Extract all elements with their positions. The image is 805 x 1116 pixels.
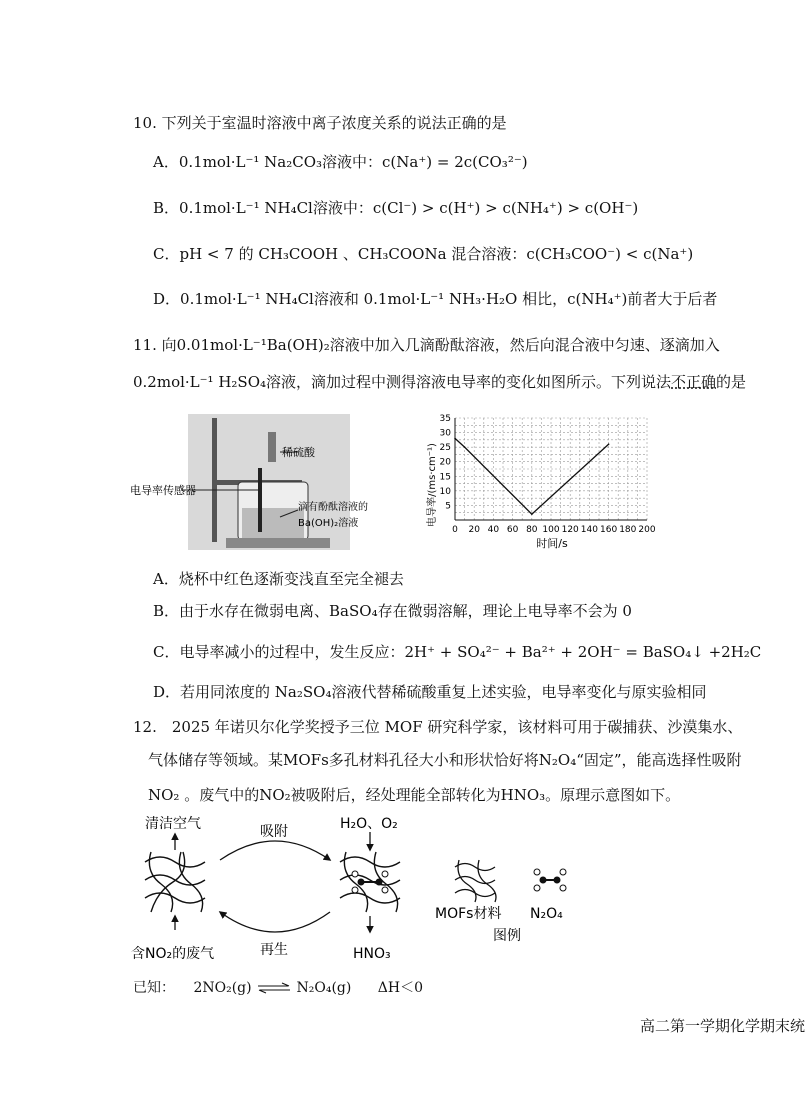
q11-emphasis: 不正确 <box>671 373 717 391</box>
x-tick-label: 120 <box>561 525 579 535</box>
label-clean-air: 清洁空气 <box>145 816 201 832</box>
q10-option-c: C．pH < 7 的 CH₃COOH 、CH₃COONa 混合溶液：c(CH₃COO⁻) < c(Na⁺) <box>153 245 694 263</box>
chart-ticks <box>440 414 656 535</box>
label-adsorb: 吸附 <box>260 824 288 840</box>
label-regen: 再生 <box>260 942 288 958</box>
chart-y-axis-label: 电导率/(ms·cm⁻¹) <box>427 443 438 527</box>
x-tick-label: 180 <box>619 525 637 535</box>
y-tick-label: 10 <box>439 486 451 497</box>
conductivity-data-point <box>608 443 610 445</box>
label-waste-gas: 含NO₂的废气 <box>131 946 215 962</box>
q11-option-b: B．由于水存在微弱电离、BaSO₄存在微弱溶解，理论上电导率不会为 0 <box>153 602 632 620</box>
known-eq-right: N₂O₄(g) <box>296 980 352 996</box>
legend-mof-label: MOFs材料 <box>435 906 502 922</box>
legend-mof-icon <box>455 860 496 902</box>
q12-line3: NO₂ 。废气中的NO₂被吸附后，经处理能全部转化为HNO₃。原理示意图如下。 <box>148 786 681 804</box>
q12-line2: 气体储存等领域。某MOFs多孔材料孔径大小和形状恰好将N₂O₄“固定”，能高选择性吸附 <box>148 751 742 769</box>
y-tick-label: 20 <box>439 457 451 468</box>
known-delta-h: ΔH＜0 <box>377 980 424 996</box>
q11-stem-line2 <box>133 372 746 392</box>
q10-option-a: A．0.1mol·L⁻¹ Na₂CO₃溶液中：c(Na⁺) = 2c(CO₃²⁻) <box>153 153 528 171</box>
equilibrium-arrow-icon <box>256 982 292 994</box>
known-eq-left: 2NO₂(g) <box>193 980 252 996</box>
x-tick-label: 60 <box>506 525 519 535</box>
x-tick-label: 140 <box>580 525 598 535</box>
q10-option-d: D．0.1mol·L⁻¹ NH₄Cl溶液和 0.1mol·L⁻¹ NH₃·H₂O 相比，c(NH₄⁺)前者大于后者 <box>153 290 718 308</box>
x-tick-label: 200 <box>638 525 656 535</box>
label-hno3: HNO₃ <box>353 946 391 962</box>
burette <box>268 432 276 462</box>
chart-x-axis-label: 时间/s <box>536 537 568 550</box>
conductivity-chart <box>425 410 655 550</box>
q12-line1: 12. 2025 年诺贝尔化学奖授予三位 MOF 研究科学家，该材料可用于碳捕获、沙漠集水、 <box>133 718 743 736</box>
q11-option-c: C．电导率减小的过程中，发生反应：2H⁺ + SO₄²⁻ + Ba²⁺ + 2OH⁻ = BaSO₄↓ +2H₂C <box>153 643 762 661</box>
y-tick-label: 15 <box>439 472 451 483</box>
conductivity-data-point <box>454 438 456 440</box>
q11-stem-part1: 0.2mol·L⁻¹ H₂SO₄溶液，滴加过程中测得溶液电导率的变化如图所示。下列说法 <box>133 373 672 391</box>
x-tick-label: 40 <box>487 525 500 535</box>
q10-stem: 10. 下列关于室温时溶液中离子浓度关系的说法正确的是 <box>133 114 507 132</box>
x-tick-label: 0 <box>452 525 458 535</box>
chart-grid <box>455 418 647 520</box>
page-footer: 高二第一学期化学期末统 <box>640 1017 805 1035</box>
mof-left-icon <box>145 852 205 912</box>
q11-option-d: D．若用同浓度的 Na₂SO₄溶液代替稀硫酸重复上述实验，电导率变化与原实验相同 <box>153 683 707 701</box>
x-tick-label: 160 <box>600 525 618 535</box>
known-equation <box>133 978 423 998</box>
y-tick-label: 25 <box>439 443 451 454</box>
stirrer-base <box>226 538 330 548</box>
legend-n2o4-icon <box>534 869 566 891</box>
legend-title: 图例 <box>493 928 521 944</box>
sensor-probe <box>258 468 262 532</box>
q11-option-a: A．烧杯中红色逐渐变浅直至完全褪去 <box>153 570 404 588</box>
label-solution-2: Ba(OH)₂溶液 <box>298 518 359 529</box>
label-sensor: 电导率传感器 <box>130 484 196 497</box>
mof-process-diagram <box>125 812 595 972</box>
label-dilute-acid: 稀硫酸 <box>282 446 315 459</box>
q11-stem-part3: 的是 <box>716 373 747 391</box>
arrow-adsorb <box>220 841 330 860</box>
legend-n2o4-label: N₂O₄ <box>530 906 563 922</box>
y-tick-label: 5 <box>445 501 451 512</box>
label-h2o-o2: H₂O、O₂ <box>340 816 398 832</box>
x-tick-label: 20 <box>468 525 480 535</box>
y-tick-label: 35 <box>439 414 451 424</box>
label-solution-1: 滴有酚酞溶液的 <box>298 502 368 513</box>
conductivity-data-point <box>464 446 466 448</box>
conductivity-data-point <box>531 513 533 515</box>
q11-stem-line1: 11. 向0.01mol·L⁻¹Ba(OH)₂溶液中加入几滴酚酞溶液，然后向混合液中匀速、逐滴加入 <box>133 336 720 354</box>
y-tick-label: 30 <box>439 428 451 439</box>
q10-option-b: B．0.1mol·L⁻¹ NH₄Cl溶液中：c(Cl⁻) > c(H⁺) > c(NH₄⁺) > c(OH⁻) <box>153 199 639 217</box>
x-tick-label: 100 <box>542 525 560 535</box>
known-label: 已知： <box>133 980 175 996</box>
beaker-solution <box>242 508 304 538</box>
x-tick-label: 80 <box>526 525 538 535</box>
arrow-regen <box>220 912 330 932</box>
apparatus-figure <box>130 412 368 552</box>
